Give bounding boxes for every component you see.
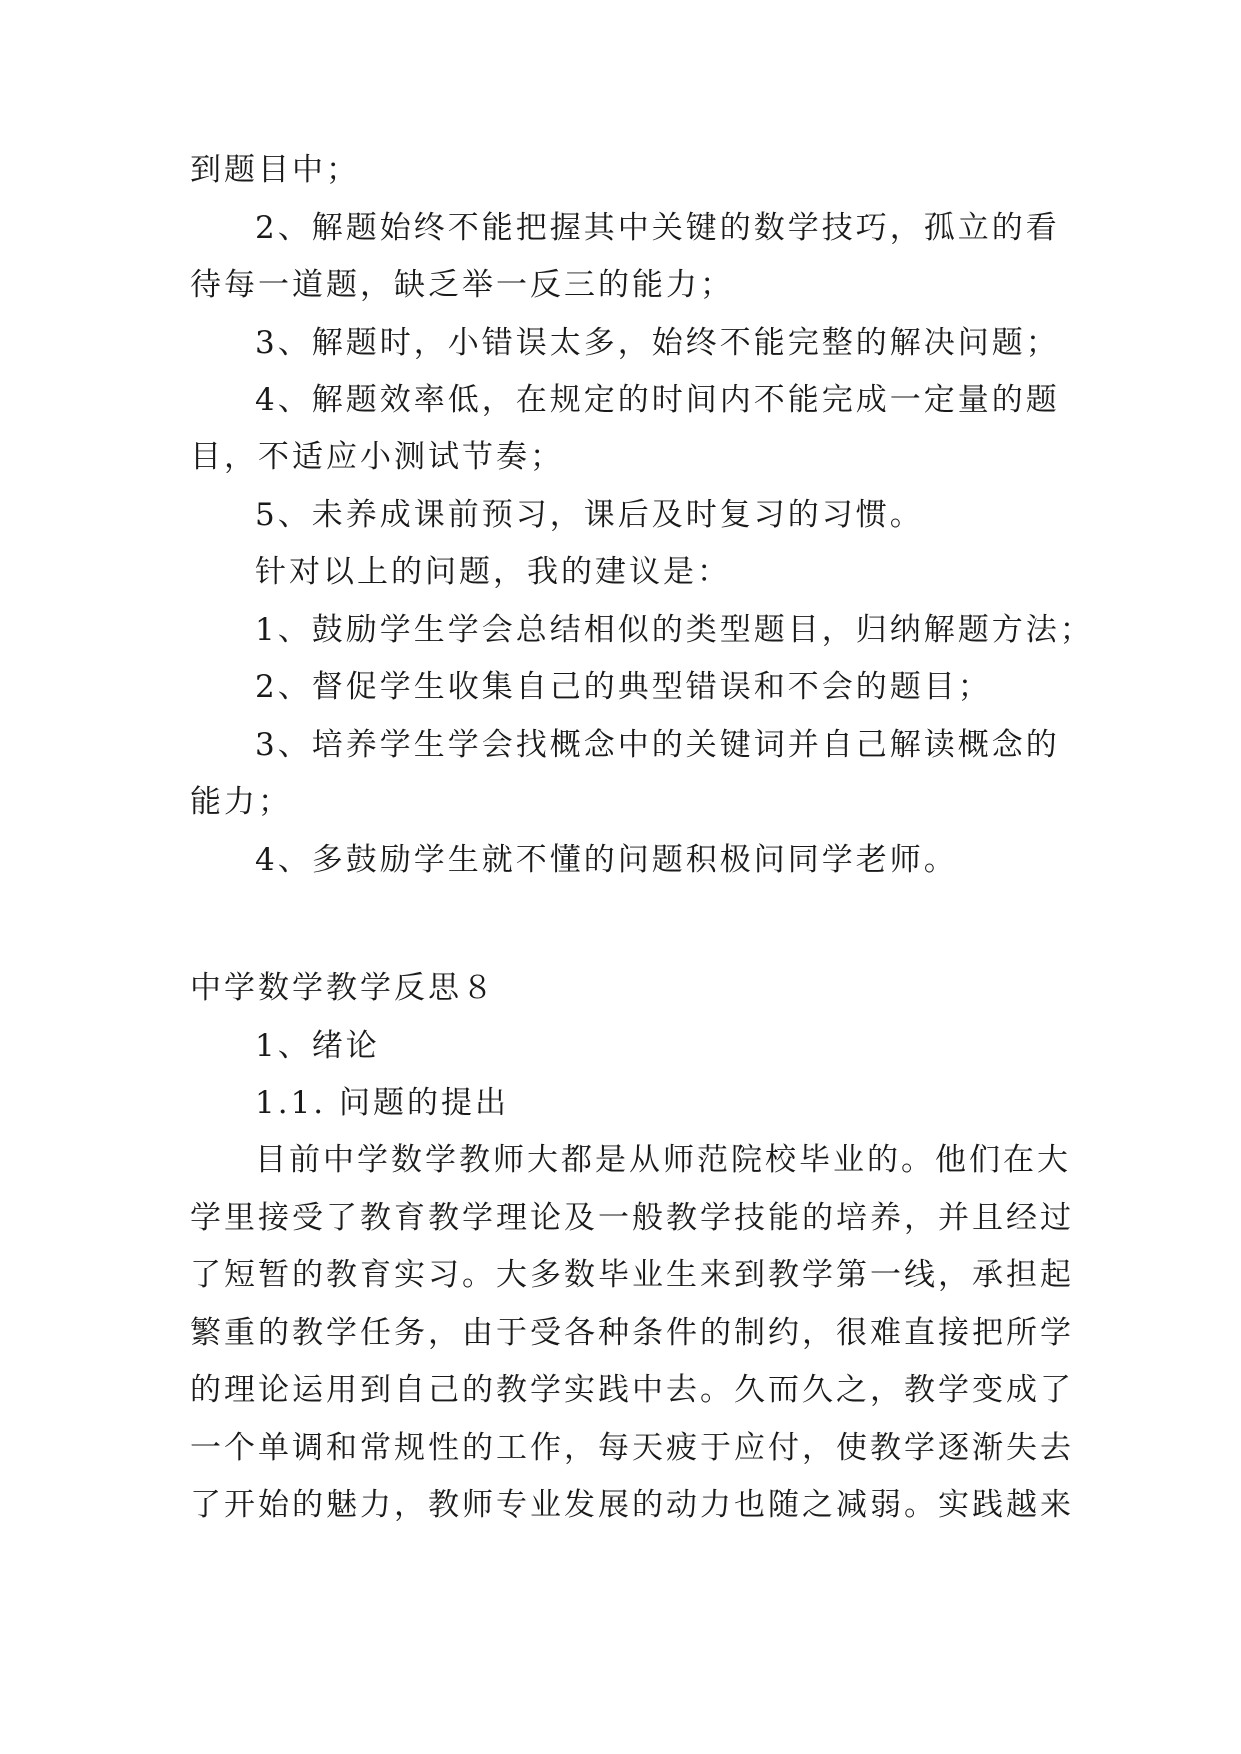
paragraph-line: 待每一道题，缺乏举一反三的能力； [190, 267, 734, 303]
paragraph-line: 目前中学数学教师大都是从师范院校毕业的。他们在大 [255, 1142, 1071, 1178]
paragraph-line: 3、培养学生学会找概念中的关键词并自己解读概念的 [255, 727, 1060, 763]
paragraph-line: 5、未养成课前预习，课后及时复习的习惯。 [255, 497, 924, 533]
paragraph-line: 4、多鼓励学生就不懂的问题积极问同学老师。 [255, 842, 958, 878]
section-heading: 1、绪论 [255, 1028, 380, 1064]
paragraph-line: 1、鼓励学生学会总结相似的类型题目，归纳解题方法； [255, 612, 1094, 648]
paragraph-line: 针对以上的问题，我的建议是： [255, 554, 731, 590]
paragraph-line: 学里接受了教育教学理论及一般教学技能的培养，并且经过 [190, 1200, 1074, 1236]
paragraph-line: 了开始的魅力，教师专业发展的动力也随之减弱。实践越来 [190, 1487, 1074, 1523]
paragraph-line: 2、督促学生收集自己的典型错误和不会的题目； [255, 669, 992, 705]
paragraph-line: 到题目中； [190, 152, 360, 188]
paragraph-line: 一个单调和常规性的工作，每天疲于应付，使教学逐渐失去 [190, 1430, 1074, 1466]
paragraph-line: 的理论运用到自己的教学实践中去。久而久之，教学变成了 [190, 1372, 1074, 1408]
paragraph-line: 繁重的教学任务，由于受各种条件的制约，很难直接把所学 [190, 1315, 1074, 1351]
paragraph-line: 3、解题时，小错误太多，始终不能完整的解决问题； [255, 325, 1060, 361]
paragraph-line: 4、解题效率低，在规定的时间内不能完成一定量的题 [255, 382, 1060, 418]
paragraph-line: 能力； [190, 784, 292, 820]
paragraph-line: 2、解题始终不能把握其中关键的数学技巧，孤立的看 [255, 210, 1060, 246]
subsection-heading: 1.1. 问题的提出 [255, 1085, 510, 1121]
section-title: 中学数学教学反思８ [190, 970, 496, 1006]
paragraph-line: 目，不适应小测试节奏； [190, 439, 564, 475]
paragraph-line: 了短暂的教育实习。大多数毕业生来到教学第一线，承担起 [190, 1257, 1074, 1293]
